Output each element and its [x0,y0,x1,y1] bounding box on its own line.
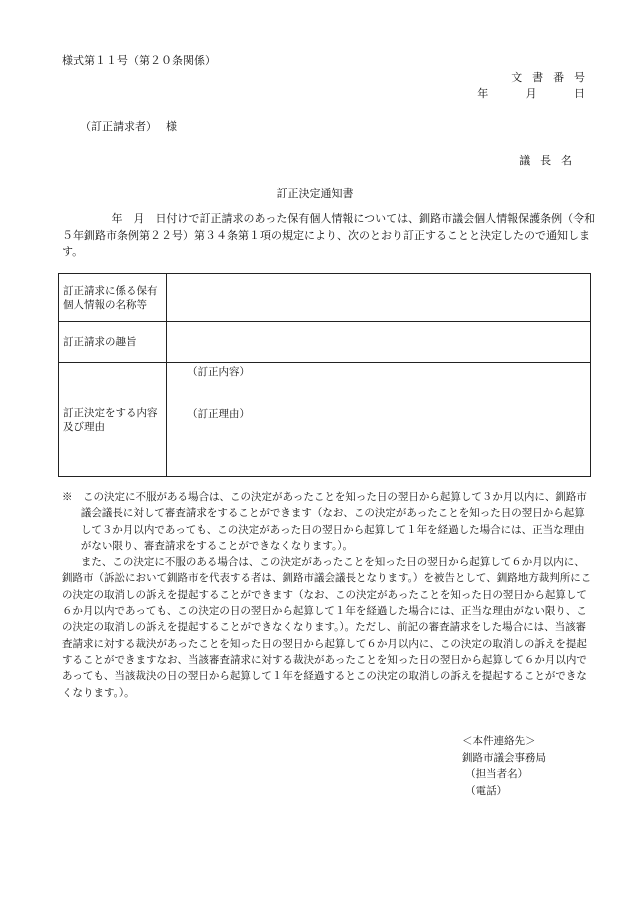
contact-heading: ＜本件連絡先＞ [462,735,536,747]
contact-block [462,733,546,799]
contact-office: 釧路市議会事務局 [462,751,546,764]
issuer-name: 議長名 [519,154,582,167]
addressee: （訂正請求者） 様 [80,120,177,133]
form-number: 様式第１１号（第２０条関係） [62,54,216,67]
contact-person: （担当者名） [465,768,529,780]
appeal-note: ※ この決定に不服がある場合は、この決定があったことを知った日の翌日から起算して３か月以内に、釧路市議会議長に対して審査請求をすることができます（なお、この決定があったことを知った日の翌日から起算して３か月以内であっても、この決定があった日の翌日から起算して１年を経過した場合には、正当な理由がない限り、審査請求をすることができなくなります。）。 [62,491,587,552]
lawsuit-note: また、この決定に不服のある場合は、この決定があったことを知った日の翌日から起算して６か月以内に、釧路市（訴訟において釧路市を代表する者は、釧路市議会議長となります。）を被告として、釧路地方裁判所にこの決定の取消しの訴えを提起することができます（なお、この決定があったことを知った日の翌日から起算して６か月以内であっても、この決定の日の翌日から起算して１年を経過した場合には、正当な理由がない限り、この決定の取消しの訴えを提起することができなくなります。）。ただし、前記の審査請求をした場合には、当該審査請求に対する裁決があったことを知った日の翌日から起算して６か月以内に、この決定の取消しの訴えを提起することができますなお、当該審査請求に対する裁決があったことを知った日の翌日から起算して６か月以内であっても、当該裁決の日の翌日から起算して１年を経過するとこの決定の取消しの訴えを提起することができなくなります。）。 [62,556,592,699]
row-value-field [167,322,591,363]
decision-table [58,273,591,477]
table-row [59,322,591,363]
table-row [59,274,591,322]
date-label: 年 月 日 [477,87,599,100]
row-label: 訂正決定をする内容及び理由 [59,363,167,477]
intro-paragraph: 年 月 日付けで訂正請求のあった保有個人情報については、釧路市議会個人情報保護条例（令和５年釧路市条例第２２号）第３４条第１項の規定により、次のとおり訂正することと決定したので通知します。 [62,212,596,258]
contact-phone: （電話） [465,784,508,797]
document-number-label: 文書番号 [511,71,595,84]
document-meta [477,70,599,102]
row-value-field [167,274,591,322]
row-value-field [167,363,591,477]
table-row [59,363,591,477]
correction-reason-label: （訂正理由） [187,408,250,420]
correction-content-label: （訂正内容） [187,366,250,378]
row-label: 訂正請求に係る保有個人情報の名称等 [59,274,167,322]
notes-section [62,489,594,701]
row-label: 訂正請求の趣旨 [59,322,167,363]
document-title: 訂正決定通知書 [276,187,354,200]
